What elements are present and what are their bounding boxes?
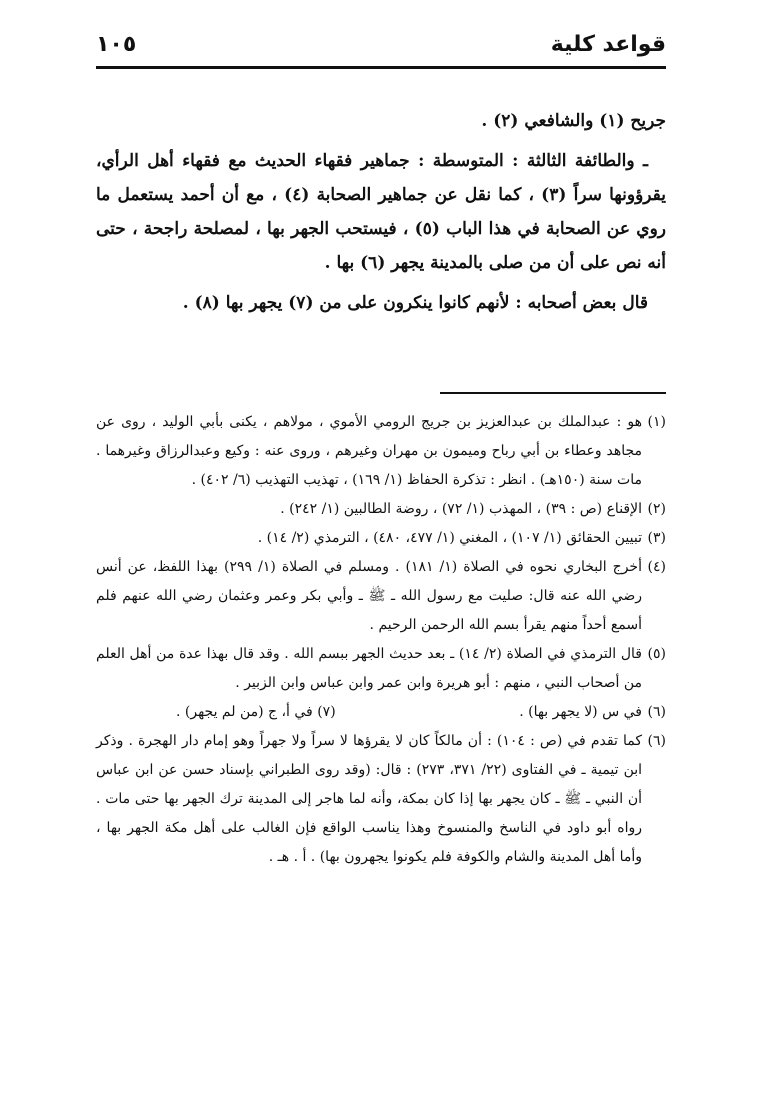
- footnote-text: هو : عبدالملك بن عبدالعزيز بن جريج الرومي الأموي ، مولاهم ، يكنى بأبي الوليد ، روى عن مجاهد وعطاء بن أبي رباح وميمون بن مهران وغيرهم ، وروى عنه : وكيع وعبدالرزاق وغيرهما . مات سنة (١٥٠هـ) . انظر : تذكرة الحفاظ (١/ ١٦٩) ، تهذيب التهذيب (٦/ ٤٠٢) .: [96, 414, 642, 488]
- footnote-number: (٥): [647, 646, 666, 662]
- footnote-text: أخرج البخاري نحوه في الصلاة (١/ ١٨١) . ومسلم في الصلاة (١/ ٢٩٩) بهذا اللفظ، عن أنس رضي الله عنه قال: صليت مع رسول الله ـ ﷺ ـ وأبي بكر وعمر وعثمان رضي الله عنهم فلم أسمع أحداً منهم يقرأ بسم الله الرحمن الرحيم .: [96, 559, 642, 633]
- footnote-number: (١): [647, 414, 666, 430]
- footnote-number: (٦): [647, 704, 666, 720]
- footnote-text: في أ، ج (من لم يجهر) .: [176, 704, 313, 720]
- footnote-number: (٧): [317, 704, 336, 720]
- footnote: [96, 727, 666, 872]
- footnote-number: (٢): [647, 501, 666, 517]
- footnote-text: في س (لا يجهر بها) .: [519, 704, 642, 720]
- footnote: [96, 524, 666, 553]
- footnote: [96, 698, 666, 727]
- main-text: [96, 104, 666, 320]
- page-header: [96, 30, 666, 64]
- footnote-separator: [440, 392, 666, 394]
- footnotes: [96, 408, 666, 872]
- footnote: [96, 553, 666, 640]
- footnote-text: تبيين الحقائق (١/ ١٠٧) ، المغني (١/ ٤٧٧، ٤٨٠) ، الترمذي (٢/ ١٤) .: [257, 530, 642, 546]
- footnote: [96, 495, 666, 524]
- paragraph: قال بعض أصحابه : لأنهم كانوا ينكرون على من (٧) يجهر بها (٨) .: [182, 293, 648, 313]
- footnote-second: [176, 698, 336, 727]
- running-title: قواعد كلية: [550, 32, 666, 57]
- footnote-text: الإقناع (ص : ٣٩) ، المهذب (١/ ٧٢) ، روضة الطالبين (١/ ٢٤٢) .: [280, 501, 642, 517]
- footnote-text: قال الترمذي في الصلاة (٢/ ١٤) ـ بعد حديث الجهر ببسم الله . وقد قال بهذا عدة من أهل العلم من أصحاب النبي ، منهم : أبو هريرة وابن عمر وابن عباس وابن الزبير .: [96, 646, 643, 691]
- footnote-number: (٣): [647, 530, 666, 546]
- paragraph: ـ والطائفة الثالثة : المتوسطة : جماهير فقهاء الحديث مع فقهاء أهل الرأي، يقرؤونها سراً (٣) ، كما نقل عن جماهير الصحابة (٤) ، مع أن أحمد يستعمل ما روي عن الصحابة في هذا الباب (٥) ، فيستحب الجهر بها ، لمصلحة راجحة ، حتى أنه نص على أن من صلى بالمدينة يجهر (٦) بها .: [96, 151, 667, 273]
- footnote: [96, 408, 666, 495]
- footnote: [96, 640, 666, 698]
- paragraph: جريح (١) والشافعي (٢) .: [481, 111, 666, 131]
- footnote-number: (٤): [647, 559, 666, 575]
- page-number: ١٠٥: [96, 32, 137, 57]
- footnote-text: كما تقدم في (ص : ١٠٤) : أن مالكاً كان لا يقرؤها لا سراً ولا جهراً وهو إمام دار الهجرة . وذكر ابن تيمية ـ في الفتاوى (٢٢/ ٣٧١، ٢٧٣) : قال: (وقد روى الطبراني بإسناد حسن عن ابن عباس أن النبي ـ ﷺ ـ كان يجهر بها إذا كان بمكة، وأنه لما هاجر إلى المدينة ترك الجهر بها حتى مات . رواه أبو داود في الناسخ والمنسوخ وهذا يناسب الواقع فإن الغالب على أهل مكة الجهر بها ، وأما أهل المدينة والشام والكوفة فلم يكونوا يجهرون بها) . أ . هـ .: [96, 733, 643, 865]
- header-rule: [96, 66, 666, 69]
- footnote-number: (٦): [647, 733, 666, 749]
